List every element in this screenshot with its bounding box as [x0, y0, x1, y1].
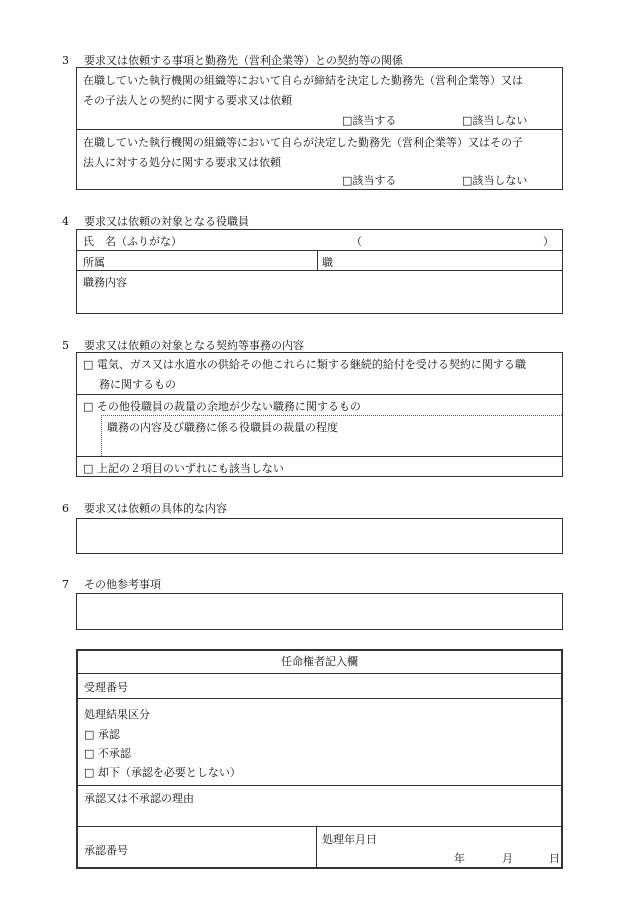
section-5-title [62, 337, 304, 353]
receipt-number-label: 受理番号 [84, 681, 128, 694]
disposition-applicable-checkbox[interactable]: □該当する [342, 174, 397, 187]
low-discretion-option-label: □ その他役職員の裁量の余地が少ない職務に関するもの [83, 400, 361, 413]
section-title-text: 要求又は依頼する事項と勤務先（営利企業等）との契約等の関係 [84, 54, 403, 67]
approval-date-row [78, 826, 561, 867]
appointer-heading-row [78, 651, 561, 673]
name-label: 氏 名（ふりがな） [83, 235, 182, 248]
appointer-heading: 任命権者記入欄 [281, 655, 358, 668]
utility-option-line2: 務に関するもの [99, 378, 176, 391]
approve-checkbox[interactable]: □ 承認 [84, 728, 120, 741]
section-number: 3 [62, 54, 69, 67]
result-label: 処理結果区分 [84, 708, 150, 721]
section-7-title [62, 576, 161, 592]
discretion-degree-label: 職務の内容及び職務に係る役職員の裁量の程度 [107, 421, 338, 434]
section-4-title [62, 213, 249, 229]
contract-text-line2: その子法人との契約に関する要求又は依頼 [83, 94, 292, 107]
name-row[interactable] [77, 230, 562, 250]
request-details-box[interactable] [76, 518, 563, 554]
section-3-table [76, 67, 563, 190]
section-number: 6 [62, 502, 69, 515]
month-label: 月 [502, 852, 513, 865]
dept-post-row [77, 250, 562, 270]
section-4-table [76, 229, 563, 314]
paren-open: （ [351, 235, 362, 248]
disapprove-checkbox[interactable]: □ 不承認 [84, 747, 131, 760]
year-label: 年 [454, 852, 465, 865]
disposition-text-line2: 法人に対する処分に関する要求又は依頼 [83, 156, 281, 169]
receipt-number-row[interactable] [78, 673, 561, 698]
section-3-title [62, 52, 403, 68]
none-option-label: □ 上記の２項目のいずれにも該当しない [83, 462, 284, 475]
other-notes-box[interactable] [76, 593, 563, 630]
section-6-title [62, 500, 227, 516]
utility-option-line1: □ 電気、ガス又は水道水の供給その他これらに類する継続的給付を受ける契約に関する職 [83, 358, 526, 371]
contract-not-applicable-checkbox[interactable]: □該当しない [462, 114, 528, 127]
paren-close: ） [543, 235, 554, 248]
none-option-row[interactable] [77, 456, 562, 476]
section-number: 7 [62, 578, 69, 591]
section-title-text: 要求又は依頼の対象となる契約等事務の内容 [84, 339, 304, 352]
processing-date-label[interactable]: 処理年月日 [322, 833, 377, 846]
duties-label: 職務内容 [83, 276, 127, 289]
post-label[interactable]: 職 [322, 256, 333, 269]
appointer-section [76, 649, 563, 869]
utility-option-row[interactable] [77, 353, 562, 394]
contract-text-line1: 在職していた執行機関の組織等において自らが締結を決定した勤務先（営利企業等）又は [83, 74, 523, 87]
duties-row[interactable] [77, 270, 562, 313]
contract-row [77, 68, 562, 129]
section-number: 4 [62, 215, 69, 228]
department-label[interactable]: 所属 [83, 256, 105, 269]
disposition-not-applicable-checkbox[interactable]: □該当しない [462, 174, 528, 187]
disposition-text-line1: 在職していた執行機関の組織等において自らが決定した勤務先（営利企業等）又はその子 [83, 136, 523, 149]
section-title-text: その他参考事項 [84, 578, 161, 591]
contract-applicable-checkbox[interactable]: □該当する [342, 114, 397, 127]
section-number: 5 [62, 339, 69, 352]
low-discretion-option-row[interactable] [77, 394, 562, 456]
disposition-row [77, 129, 562, 189]
day-label: 日 [549, 852, 560, 865]
reason-label: 承認又は不承認の理由 [84, 792, 194, 805]
reject-checkbox[interactable]: □ 却下（承認を必要としない） [84, 766, 241, 779]
section-title-text: 要求又は依頼の具体的な内容 [84, 502, 227, 515]
section-title-text: 要求又は依頼の対象となる役職員 [84, 215, 249, 228]
result-row [78, 698, 561, 785]
section-5-table [76, 352, 563, 477]
reason-row[interactable] [78, 785, 561, 826]
approval-number-label[interactable]: 承認番号 [84, 844, 128, 857]
